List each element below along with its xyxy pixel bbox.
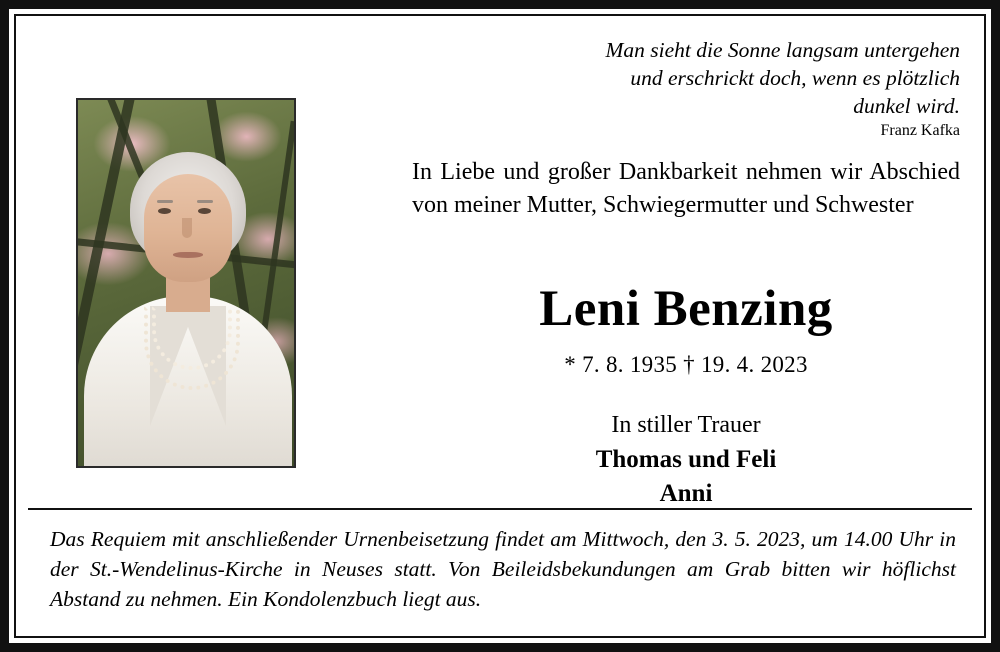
- quote-author: Franz Kafka: [880, 122, 960, 139]
- branch-decor: [257, 121, 296, 359]
- deceased-dates: * 7. 8. 1935 † 19. 4. 2023: [564, 352, 808, 377]
- portrait-eye-right: [198, 208, 211, 214]
- portrait-brow-right: [197, 200, 213, 203]
- mourners-label: In stiller Trauer: [611, 412, 761, 438]
- portrait-brow-left: [157, 200, 173, 203]
- portrait-frame: [76, 98, 296, 468]
- mourners-line-1: Thomas und Feli: [595, 446, 777, 473]
- funeral-details-text: Das Requiem mit anschließender Urnenbeisetzung findet am Mittwoch, den 3. 5. 2023, um 14.00 Uhr in der St.-Wendelinus-Kirche in Neuses statt. Von Beileidsbekundungen am Grab bitten wir höflichst Abstand zu nehmen. Ein Kondolenzbuch liegt aus.: [50, 527, 956, 611]
- portrait-eye-left: [158, 208, 171, 214]
- deceased-name: Leni Benzing: [539, 281, 833, 337]
- mourners-line-2: Anni: [659, 480, 713, 507]
- portrait-photo: [78, 100, 294, 466]
- portrait-mouth: [173, 252, 203, 258]
- portrait-nose: [182, 218, 192, 238]
- intro-text: In Liebe und großer Dankbarkeit nehmen wir Abschied von meiner Mutter, Schwiegermutter und Schwester: [412, 159, 960, 218]
- notice-content: [16, 16, 984, 636]
- quote-text: Man sieht die Sonne langsam untergehen und erschrickt doch, wenn es plötzlich dunkel wird.: [605, 38, 960, 118]
- section-divider: [28, 508, 972, 510]
